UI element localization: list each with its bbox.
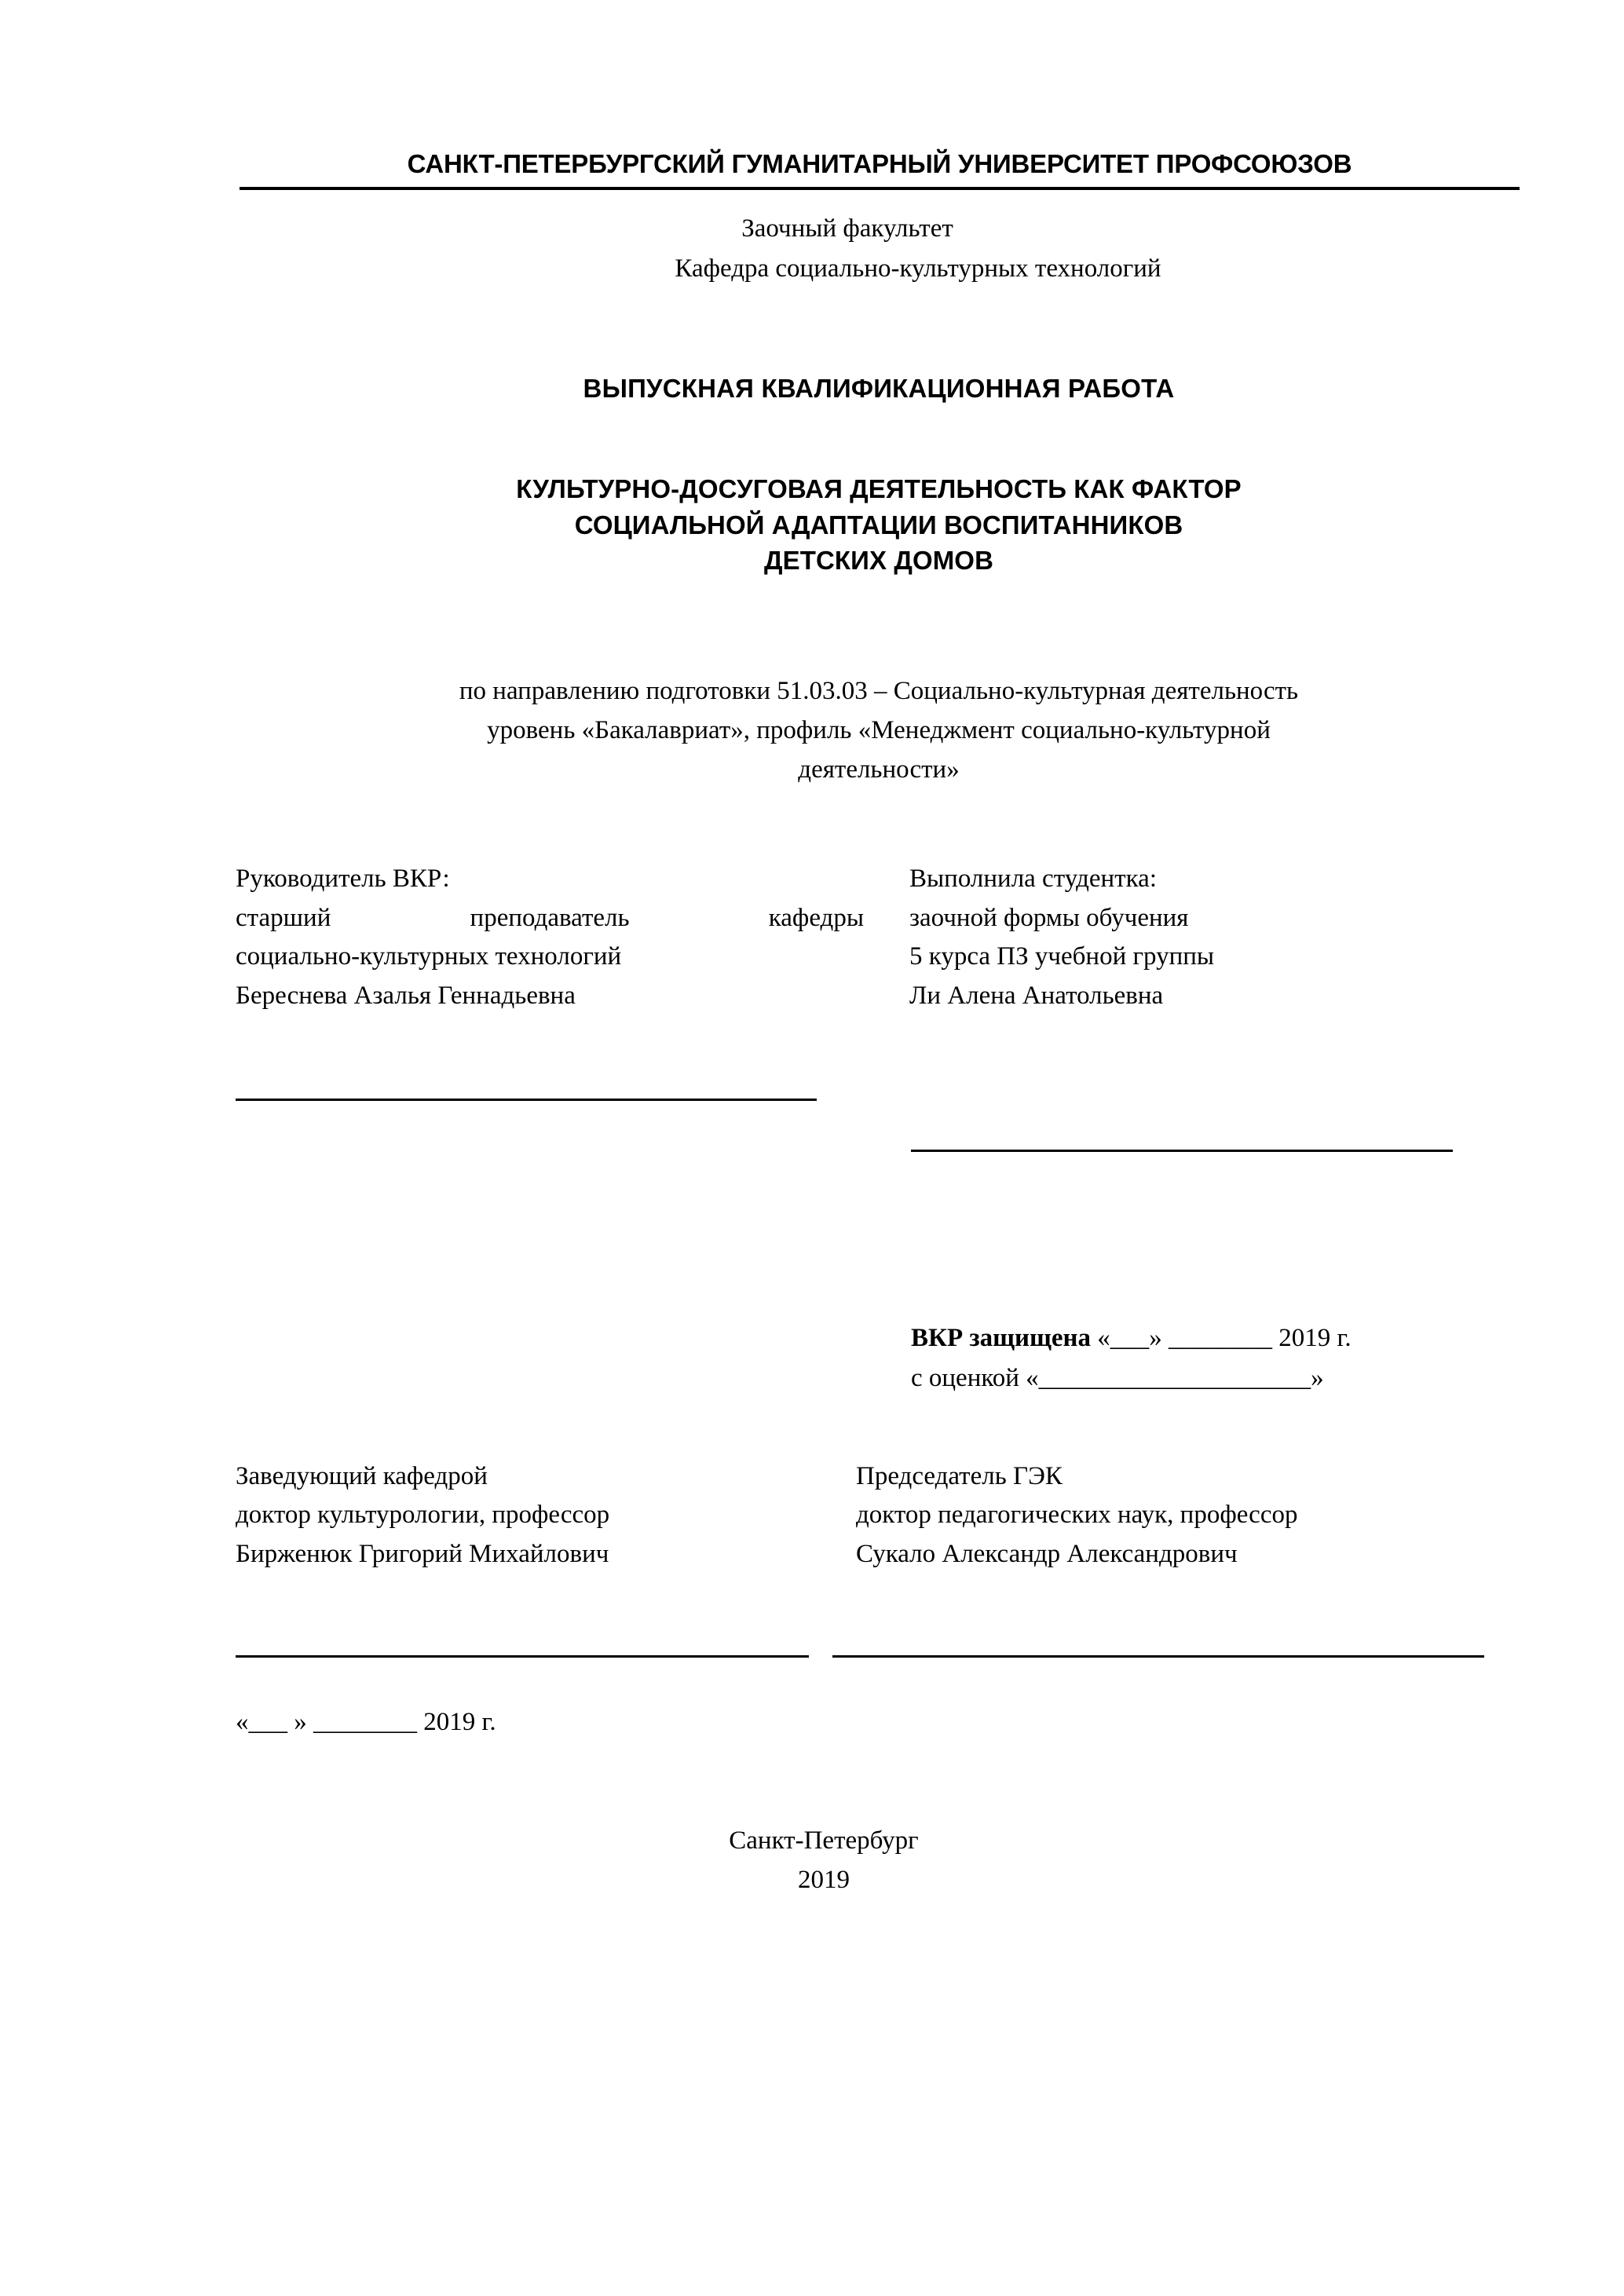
program-line-2: уровень «Бакалавриат», профиль «Менеджмент социально-культурной <box>487 716 1271 745</box>
supervisor-position-line-1: старший преподаватель кафедры <box>236 903 864 932</box>
head-of-department-degree: доктор культурологии, профессор <box>236 1501 610 1530</box>
student-label: Выполнила студентка: <box>909 865 1157 894</box>
supervisor-student-row <box>236 860 1522 1015</box>
work-type: ВЫПУСКНАЯ КВАЛИФИКАЦИОННАЯ РАБОТА <box>583 374 1175 404</box>
city: Санкт-Петербург <box>729 1826 919 1855</box>
chairman-label: Председатель ГЭК <box>856 1461 1063 1490</box>
supervisor-block <box>236 860 864 1015</box>
head-of-department-name: Бирженюк Григорий Михайлович <box>236 1539 609 1568</box>
chairman-degree: доктор педагогических наук, профессор <box>856 1501 1298 1530</box>
chairman-block <box>856 1457 1522 1574</box>
supervisor-name: Береснева Азалья Геннадьевна <box>236 981 576 1010</box>
officials-row <box>236 1457 1522 1574</box>
supervisor-label: Руководитель ВКР: <box>236 865 450 894</box>
head-of-department-label: Заведующий кафедрой <box>236 1461 488 1490</box>
student-form-line: заочной формы обучения <box>909 903 1189 932</box>
head-of-department-signature-line <box>236 1655 809 1658</box>
supervisor-position-line-2: социально-культурных технологий <box>236 942 622 971</box>
student-group-line: 5 курса ПЗ учебной группы <box>909 942 1215 971</box>
student-name: Ли Алена Анатольевна <box>909 981 1164 1010</box>
thesis-title-line-1: КУЛЬТУРНО-ДОСУГОВАЯ ДЕЯТЕЛЬНОСТЬ КАК ФАКТОР <box>516 474 1242 504</box>
year: 2019 <box>798 1865 850 1894</box>
defense-grade-line: с оценкой «_____________________» <box>911 1363 1324 1392</box>
footer-block <box>236 1822 1522 1899</box>
supervisor-signature-line <box>236 1099 817 1101</box>
thesis-title-line-2: СОЦИАЛЬНОЙ АДАПТАЦИИ ВОСПИТАННИКОВ <box>574 510 1183 539</box>
date-blank-line: «___ » ________ 2019 г. <box>236 1708 496 1737</box>
chairman-name: Сукало Александр Александрович <box>856 1539 1238 1568</box>
faculty-department-block <box>236 209 1522 289</box>
student-signature-line <box>911 1150 1453 1152</box>
officials-signature-lines <box>236 1655 1522 1658</box>
chairman-signature-line <box>832 1655 1484 1658</box>
faculty-name: Заочный факультет <box>741 214 953 243</box>
head-of-department-block <box>236 1457 856 1574</box>
defense-date-blank: «___» ________ 2019 г. <box>1091 1324 1352 1353</box>
program-line-3: деятельности» <box>798 755 960 784</box>
program-line-1: по направлению подготовки 51.03.03 – Социально-культурная деятельность <box>459 676 1299 705</box>
student-block <box>864 860 1522 1015</box>
defense-label: ВКР защищена <box>911 1324 1092 1353</box>
defense-block <box>911 1318 1522 1397</box>
department-name: Кафедра социально-культурных технологий <box>675 254 1161 283</box>
thesis-title <box>236 471 1522 579</box>
thesis-title-line-3: ДЕТСКИХ ДОМОВ <box>763 546 994 576</box>
signature-gap <box>809 1655 832 1658</box>
program-info <box>236 671 1522 789</box>
defense-line-1 <box>911 1318 1522 1358</box>
university-name: САНКТ-ПЕТЕРБУРГСКИЙ ГУМАНИТАРНЫЙ УНИВЕРСИТЕТ ПРОФСОЮЗОВ <box>240 149 1520 190</box>
